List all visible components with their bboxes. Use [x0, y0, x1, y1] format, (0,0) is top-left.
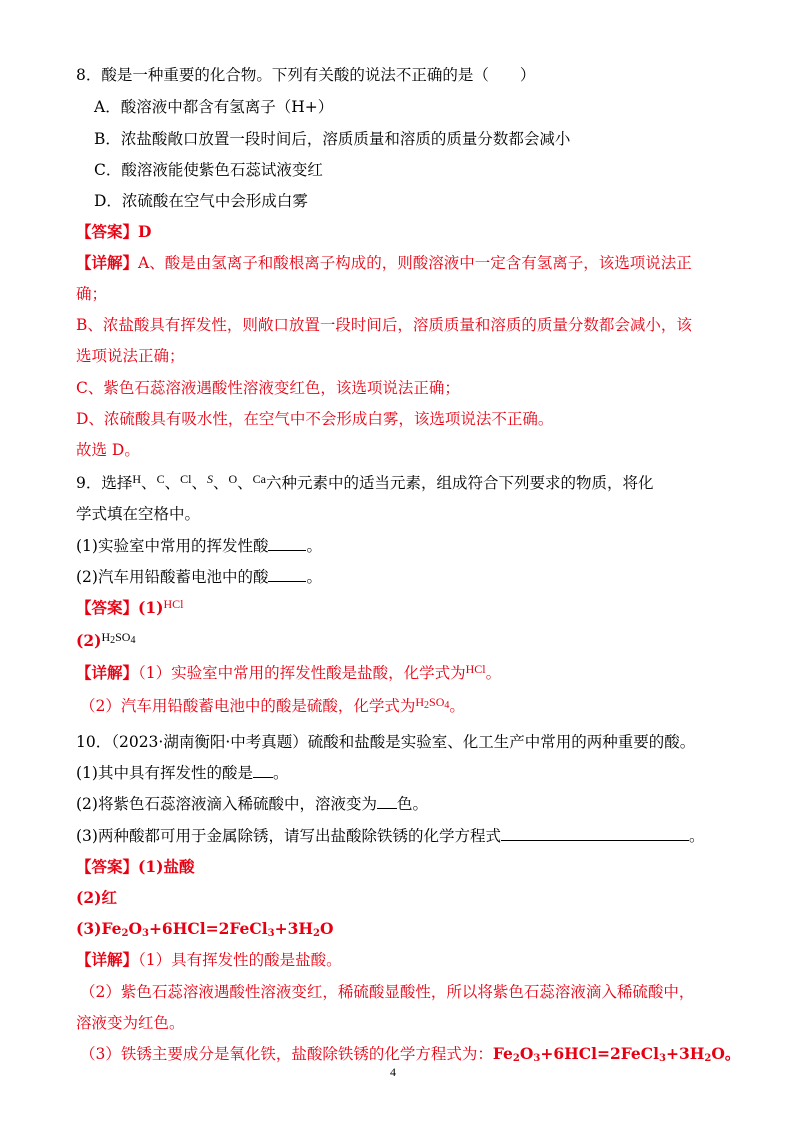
period: 。: [306, 537, 322, 555]
answer-prefix: (2): [76, 631, 102, 650]
q9-stem-pre: 9．选择: [76, 474, 133, 492]
answer-blank[interactable]: [268, 566, 306, 582]
sep: 、: [212, 474, 229, 492]
sep: 、: [191, 474, 207, 492]
eq-sub: 2: [313, 928, 320, 939]
eq-sub: 2: [704, 1053, 712, 1064]
eq-sub: 2: [121, 928, 129, 939]
q8-detail-d: D、浓硫酸具有吸水性，在空气中不会形成白雾，该选项说法不正确。: [76, 410, 554, 428]
formula-h: H: [101, 630, 111, 644]
element-o: O: [228, 472, 238, 486]
period: 。: [306, 568, 322, 586]
q9-sub1-text: (1)实验室中常用的挥发性酸: [76, 537, 269, 555]
q8-detail-a2: 确；: [76, 285, 108, 303]
answer-value: (1)盐酸: [138, 857, 195, 876]
q10-answer1: [76, 856, 726, 878]
q10-sub2-text: (2)将紫色石蕊溶液滴入稀硫酸中，溶液变为: [76, 795, 377, 813]
q9-stem-post: 六种元素中的适当元素，组成符合下列要求的物质，将化: [266, 474, 654, 492]
detail-text: A、酸是由氢离子和酸根离子构成的，则酸溶液中一定含有氢离子，该选项说法正: [138, 254, 692, 272]
answer-formula: HCl: [163, 597, 184, 611]
sep: 、: [141, 474, 157, 492]
q8-detail-b2: 选项说法正确；: [76, 347, 185, 365]
eq-sub: 3: [141, 928, 149, 939]
answer-value: D: [138, 222, 152, 241]
eq-part: +3H: [274, 919, 313, 938]
period: 。: [485, 664, 502, 682]
q10-sub1: [76, 762, 726, 784]
answer-tag: 【答案】: [76, 598, 139, 617]
detail-tag: 【详解】: [76, 253, 139, 272]
q9-detail2: [80, 695, 730, 718]
q9-stem-line2: 学式填在空格中。: [76, 505, 201, 523]
q8-answer: [76, 221, 726, 243]
element-h: H: [132, 472, 142, 486]
answer-blank[interactable]: [501, 825, 689, 841]
detail-text: （2）汽车用铅酸蓄电池中的酸是硫酸，化学式为: [80, 697, 416, 715]
sep: 、: [237, 474, 253, 492]
period: 。: [449, 697, 465, 715]
detail-tag: 【详解】: [76, 663, 139, 682]
answer-blank[interactable]: [377, 793, 397, 809]
detail-formula: [415, 695, 449, 709]
answer-formula: [101, 630, 135, 644]
formula-sub: 4: [130, 635, 136, 646]
answer-tag: 【答案】: [76, 857, 139, 876]
element-cl: Cl: [180, 472, 192, 486]
formula-so: SO: [429, 695, 445, 709]
answer-blank[interactable]: [253, 762, 273, 778]
page-number: 4: [390, 1065, 396, 1079]
eq-part: O: [319, 919, 334, 938]
eq-part: O: [128, 919, 142, 938]
sep: 、: [164, 474, 181, 492]
q10-detail1: [76, 949, 726, 971]
q9-detail1: [76, 662, 726, 685]
q9-sub1: [76, 535, 726, 557]
q10-detail2a: （2）紫色石蕊溶液遇酸性溶液变红，稀硫酸显酸性，所以将紫色石蕊溶液滴入稀硫酸中，: [80, 983, 695, 1001]
q9-sub2: [76, 566, 726, 588]
detail-text: （3）铁锈主要成分是氧化铁，盐酸除铁锈的化学方程式为：: [80, 1045, 493, 1063]
answer-tag: 【答案】: [76, 222, 139, 241]
q10-sub3: [76, 825, 726, 847]
formula-sub: 2: [424, 700, 430, 711]
formula-sub: 2: [110, 635, 116, 646]
q10-answer3: [76, 918, 726, 940]
q8-detail-c: C、紫色石蕊溶液遇酸性溶液变红色，该选项说法正确；: [76, 379, 460, 397]
q8-option-c: C．酸溶液能使紫色石蕊试液变红: [94, 161, 323, 179]
q8-option-b: B．浓盐酸敞口放置一段时间后，溶质质量和溶质的质量分数都会减小: [94, 130, 571, 148]
detail-tag: 【详解】: [76, 950, 139, 969]
element-ca: Ca: [252, 472, 266, 486]
q8-option-a: A．酸溶液中都含有氢离子（H+）: [94, 98, 334, 116]
q9-sub2-text: (2)汽车用铅酸蓄电池中的酸: [76, 568, 269, 586]
q8-detail-b1: B、浓盐酸具有挥发性，则敞口放置一段时间后，溶质质量和溶质的质量分数都会减小，该: [76, 316, 692, 334]
q10-detail2b: 溶液变为红色。: [76, 1014, 185, 1032]
eq-sub: 2: [512, 1053, 520, 1064]
q9-answer1: [76, 597, 726, 620]
eq-part: O。: [711, 1044, 741, 1063]
q10-sub2: [76, 793, 726, 815]
eq-part: (3)Fe: [76, 919, 122, 938]
q10-answer2: (2)红: [76, 888, 117, 907]
eq-part: Fe: [492, 1044, 513, 1063]
q8-option-d: D．浓硫酸在空气中会形成白雾: [94, 192, 308, 210]
eq-part: +6HCl=2FeCl: [540, 1044, 660, 1063]
detail-formula: HCl: [465, 662, 486, 676]
eq-part: +3H: [666, 1044, 705, 1063]
eq-part: +6HCl=2FeCl: [148, 919, 268, 938]
eq-sub: 3: [267, 928, 275, 939]
q10-detail3: [80, 1043, 741, 1065]
eq-sub: 3: [659, 1053, 666, 1064]
element-c: C: [156, 472, 165, 486]
q10-sub1-text: (1)其中具有挥发性的酸是: [76, 764, 253, 782]
element-s: S: [206, 472, 213, 486]
period: 。: [272, 764, 289, 782]
formula-so: SO: [115, 630, 131, 644]
q8-conclusion: 故选 D。: [76, 441, 140, 459]
detail-text: （1）具有挥发性的酸是盐酸。: [138, 951, 342, 969]
period: 。: [688, 827, 705, 845]
eq-part: O: [519, 1044, 534, 1063]
answer-prefix: (1): [138, 598, 164, 617]
detail-equation: [493, 1044, 741, 1063]
q10-sub3-text: (3)两种酸都可用于金属除锈，请写出盐酸除铁锈的化学方程式: [76, 827, 501, 845]
q10-stem: 10．（2023·湖南衡阳·中考真题）硫酸和盐酸是实验室、化工生产中常用的两种重要的酸。: [76, 733, 696, 751]
formula-sub: 4: [444, 700, 450, 711]
q9-stem: [76, 472, 726, 495]
q9-answer2: [76, 630, 726, 653]
q10-sub2-post: 色。: [396, 795, 428, 813]
eq-sub: 3: [533, 1053, 541, 1064]
answer-blank[interactable]: [268, 535, 306, 551]
q8-stem: 8．酸是一种重要的化合物。下列有关酸的说法不正确的是（ ）: [76, 66, 536, 84]
detail-text: （1）实验室中常用的挥发性酸是盐酸，化学式为: [138, 664, 466, 682]
formula-h: H: [415, 695, 425, 709]
q8-detail-a1: [76, 252, 726, 274]
